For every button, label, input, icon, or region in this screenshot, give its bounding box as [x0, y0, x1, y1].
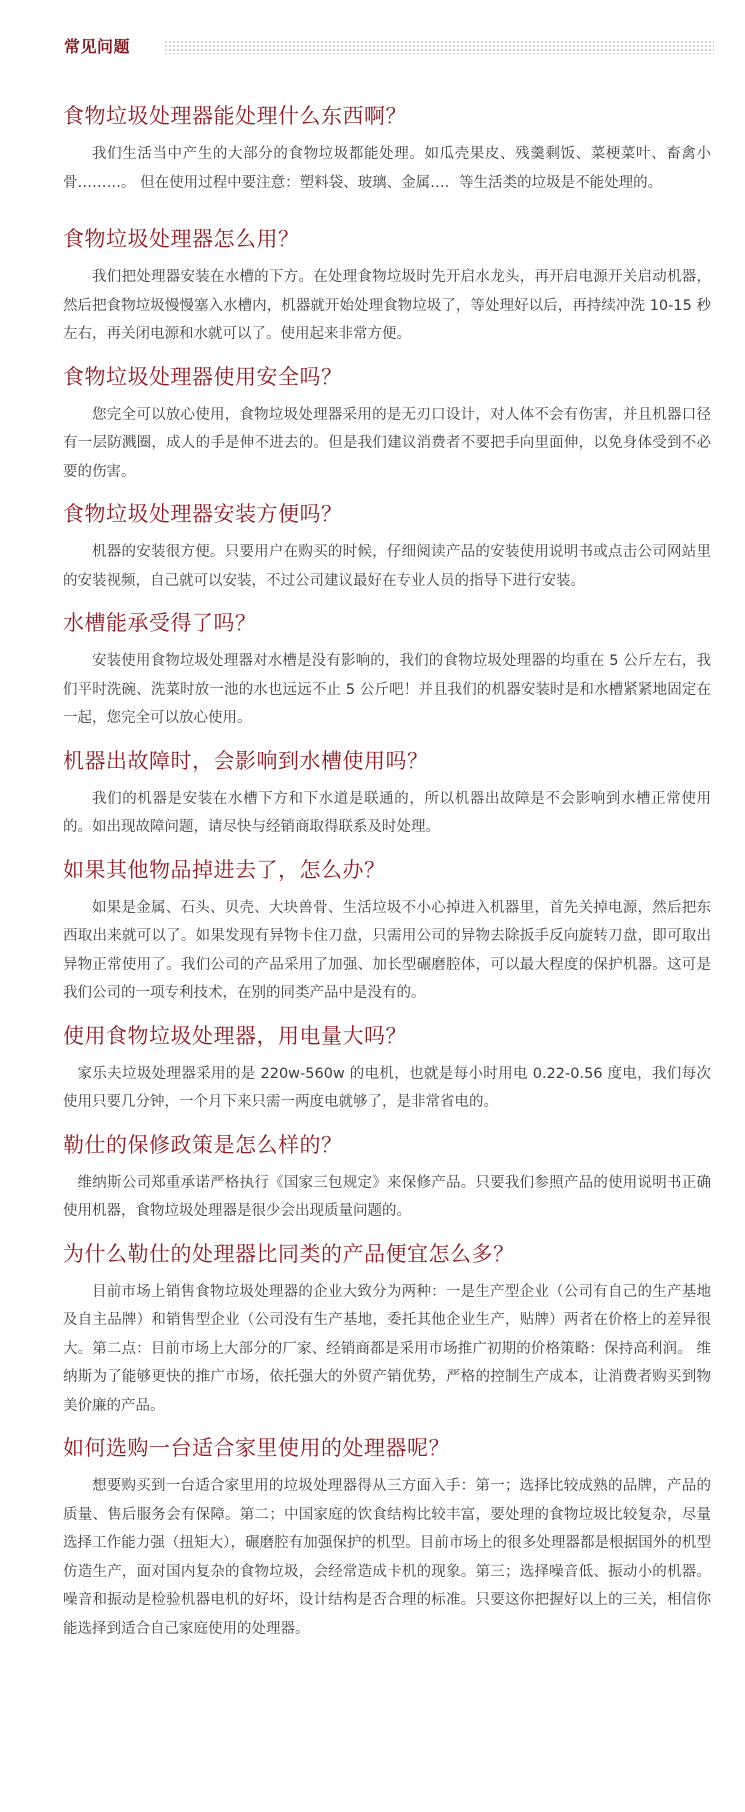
faq-question: 为什么勒仕的处理器比同类的产品便宜怎么多？: [63, 1241, 515, 1266]
faq-answer: 目前市场上销售食物垃圾处理器的企业大致分为两种：一是生产型企业（公司有自己的生产基地及自主品牌）和销售型企业（公司没有生产基地，委托其他企业生产，贴牌）两者在价格上的差异很大。第二点：目前市场上大部分的厂家、经销商都是采用市场推广初期的价格策略：保持高利润。 维纳斯为了能够更快的推广市场，依托强大的外贸产销优势，严格的控制生产成本，让消费者购买到物美价廉的产品。: [63, 1283, 711, 1414]
faq-item: [63, 500, 711, 595]
section-title: 常见问题: [64, 37, 131, 56]
faq-list: [63, 102, 711, 1657]
faq-question: 食物垃圾处理器使用安全吗？: [63, 364, 343, 389]
faq-question: 食物垃圾处理器能处理什么东西啊？: [63, 104, 407, 128]
faq-answer: 我们的机器是安装在水槽下方和下水道是联通的，所以机器出故障是不会影响到水槽正常使用的。如出现故障问题，请尽快与经销商取得联系及时处理。: [63, 790, 711, 835]
faq-item: [63, 225, 711, 349]
faq-item: [63, 363, 711, 487]
faq-answer: 机器的安装很方便。只要用户在购买的时候，仔细阅读产品的安装使用说明书或点击公司网站里的安装视频，自己就可以安装，不过公司建议最好在专业人员的指导下进行安装。: [63, 544, 711, 589]
faq-item: [63, 1240, 711, 1421]
faq-item: [63, 747, 711, 842]
faq-item: [63, 1022, 711, 1117]
faq-question: 食物垃圾处理器怎么用？: [63, 227, 300, 251]
faq-answer: 如果是金属、石头、贝壳、大块兽骨、生活垃圾不小心掉进入机器里，首先关掉电源，然后把东西取出来就可以了。如果发现有异物卡住刀盘，只需用公司的异物去除扳手反向旋转刀盘，即可取出异物正常使用了。我们公司的产品采用了加强、加长型碾磨腔体，可以最大程度的保护机器。这可是我们公司的一项专利技术，在别的同类产品中是没有的。: [63, 899, 711, 1001]
faq-item: [63, 102, 711, 197]
faq-item: [63, 609, 711, 733]
faq-answer: 我们把处理器安装在水槽的下方。在处理食物垃圾时先开启水龙头，再开启电源开关启动机器，然后把食物垃圾慢慢塞入水槽内，机器就开始处理食物垃圾了，等处理好以后，再持续冲洗 10-15 秒左右，再关闭电源和水就可以了。使用起来非常方便。: [63, 269, 711, 342]
faq-question: 食物垃圾处理器安装方便吗？: [63, 502, 343, 526]
faq-answer: 想要购买到一台适合家里用的垃圾处理器得从三方面入手：第一；选择比较成熟的品牌，产品的质量、售后服务会有保障。第二；中国家庭的饮食结构比较丰富，要处理的食物垃圾比较复杂，尽量选择工作能力强（扭矩大），碾磨腔有加强保护的机型。目前市场上的很多处理器都是根据国外的机型仿造生产，面对国内复杂的食物垃圾，会经常造成卡机的现象。第三；选择噪音低、振动小的机器。噪音和振动是检验机器电机的好坏，设计结构是否合理的标准。只要这你把握好以上的三关，相信你能选择到适合自己家庭使用的处理器。: [63, 1478, 711, 1637]
faq-question: 机器出故障时，会影响到水槽使用吗？: [63, 748, 429, 773]
faq-answer: 我们生活当中产生的大部分的食物垃圾都能处理。如瓜壳果皮、残羹剩饭、菜梗菜叶、畜禽小骨………。 但在使用过程中要注意：塑料袋、玻璃、金属…．等生活类的垃圾是不能处理的。: [63, 146, 711, 191]
faq-question: 使用食物垃圾处理器，用电量大吗？: [63, 1023, 407, 1048]
faq-question: 如何选购一台适合家里使用的处理器呢？: [63, 1436, 450, 1460]
faq-question: 水槽能承受得了吗？: [63, 611, 257, 635]
faq-item: [63, 1131, 711, 1226]
dotted-divider: [164, 40, 714, 54]
faq-question: 如果其他物品掉进去了，怎么办？: [63, 857, 386, 882]
section-header: [64, 36, 714, 58]
faq-item: [63, 856, 711, 1008]
faq-question: 勒仕的保修政策是怎么样的？: [63, 1132, 343, 1157]
faq-answer: 家乐夫垃圾处理器采用的是 220w-560w 的电机，也就是每小时用电 0.22-0.56 度电，我们每次使用只要几分钟，一个月下来只需一两度电就够了，是非常省电的。: [63, 1065, 711, 1110]
faq-answer: 安装使用食物垃圾处理器对水槽是没有影响的，我们的食物垃圾处理器的均重在 5 公斤左右，我们平时洗碗、洗菜时放一池的水也远远不止 5 公斤吧！并且我们的机器安装时是和水槽紧紧地固定在一起，您完全可以放心使用。: [63, 653, 711, 726]
faq-item: [63, 1434, 711, 1643]
faq-answer: 您完全可以放心使用，食物垃圾处理器采用的是无刃口设计，对人体不会有伤害，并且机器口径有一层防溅圈，成人的手是伸不进去的。但是我们建议消费者不要把手向里面伸，以免身体受到不必要的伤害。: [63, 406, 711, 480]
faq-answer: 维纳斯公司郑重承诺严格执行《国家三包规定》来保修产品。只要我们参照产品的使用说明书正确使用机器，食物垃圾处理器是很少会出现质量问题的。: [63, 1174, 711, 1219]
